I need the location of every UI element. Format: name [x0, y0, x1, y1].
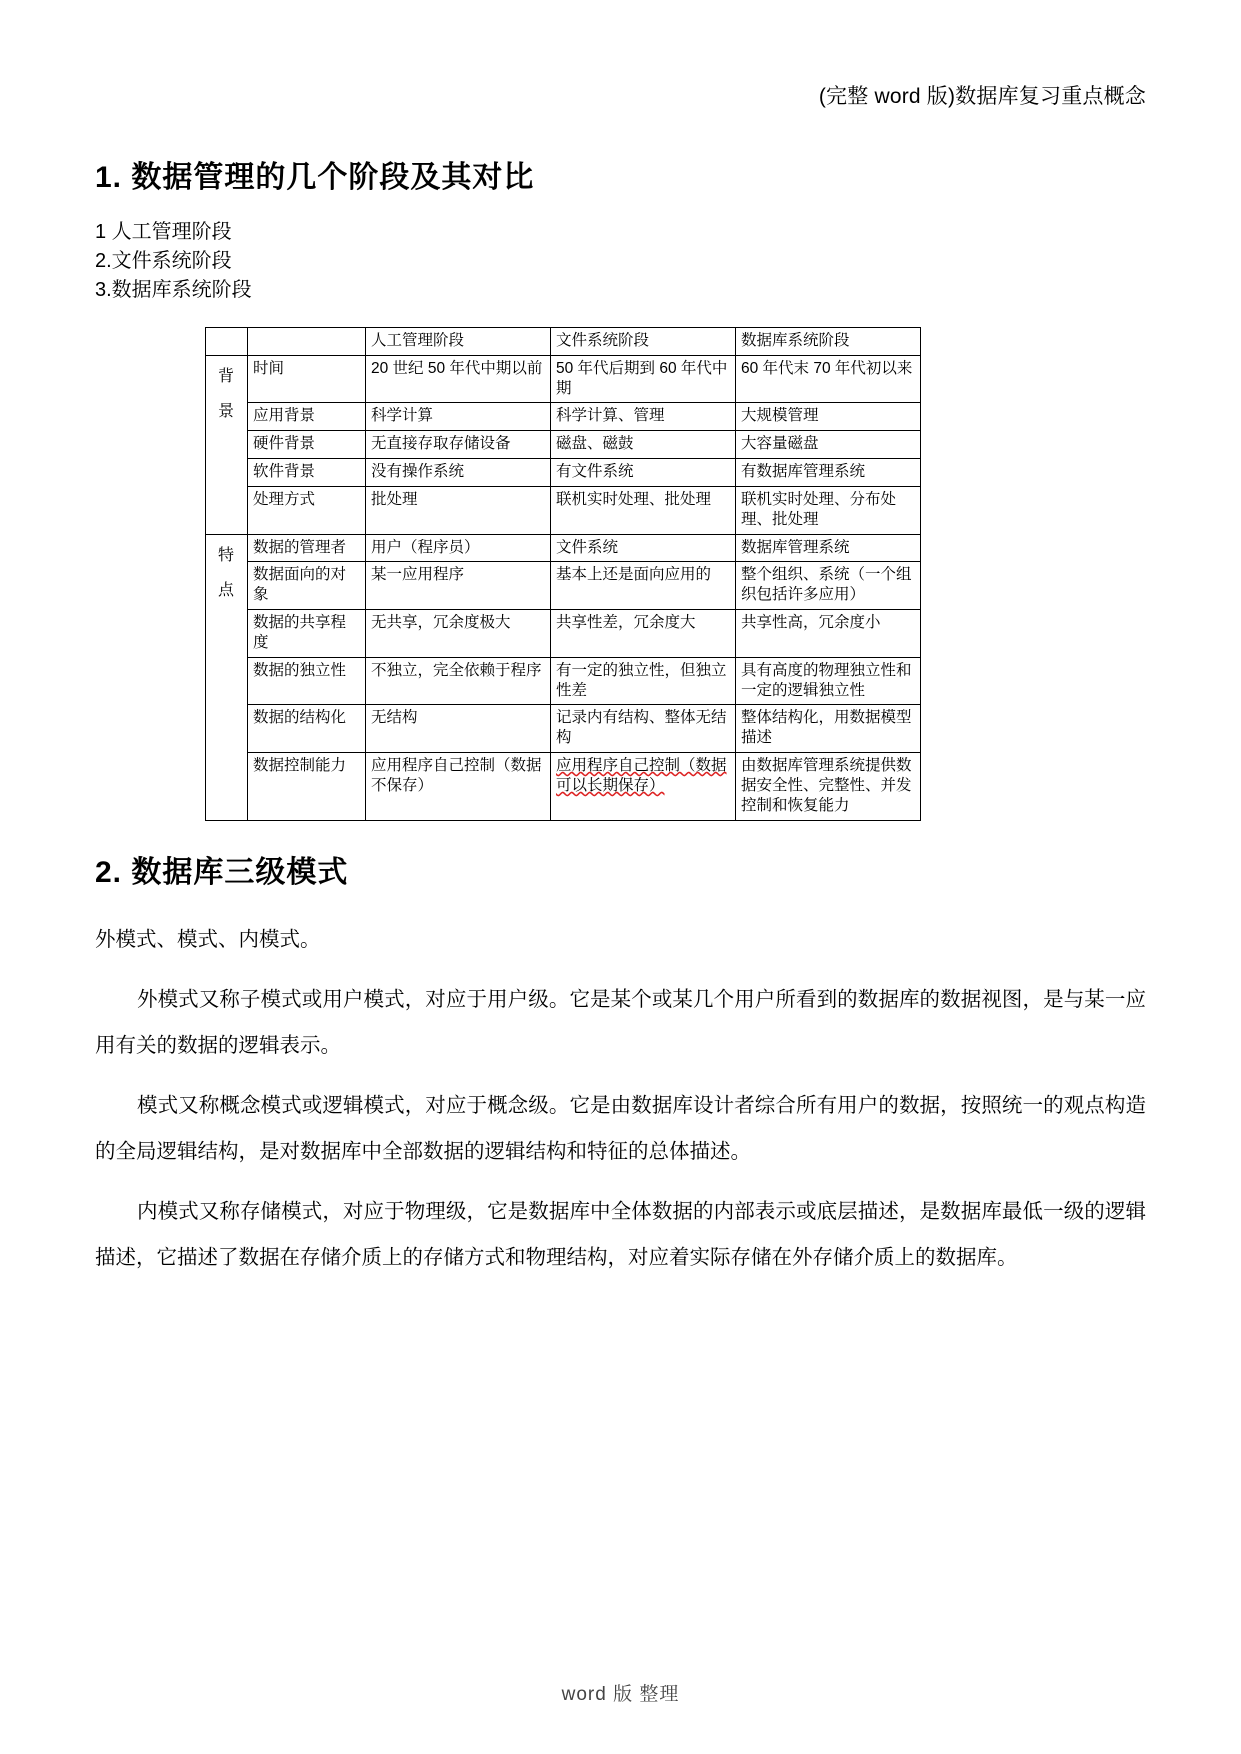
table-cell: 无结构 — [366, 705, 551, 753]
document-header: (完整 word 版)数据库复习重点概念 — [818, 85, 1146, 108]
table-row — [206, 562, 921, 610]
table-cell: 记录内有结构、整体无结构 — [551, 705, 736, 753]
table-cell: 数据的管理者 — [248, 534, 366, 562]
table-cell: 60 年代末 70 年代初以来 — [736, 355, 921, 403]
paragraph: 模式又称概念模式或逻辑模式，对应于概念级。它是由数据库设计者综合所有用户的数据，按照统一的观点构造的全局逻辑结构，是对数据库中全部数据的逻辑结构和特征的总体描述。 — [95, 1093, 1146, 1164]
table-header-row — [206, 328, 921, 356]
table-cell: 共享性差，冗余度大 — [551, 610, 736, 658]
comparison-table-wrapper — [205, 327, 920, 821]
table-cell: 数据的独立性 — [248, 657, 366, 705]
table-cell — [248, 328, 366, 356]
table-row — [206, 705, 921, 753]
table-cell: 大容量磁盘 — [736, 431, 921, 459]
table-cell: 批处理 — [366, 486, 551, 534]
table-cell: 数据面向的对象 — [248, 562, 366, 610]
table-cell: 数据的结构化 — [248, 705, 366, 753]
table-cell: 联机实时处理、批处理 — [551, 486, 736, 534]
comparison-table — [205, 327, 921, 821]
table-cell: 磁盘、磁鼓 — [551, 431, 736, 459]
page-footer: word 版 整理 — [561, 1684, 680, 1705]
table-cell: 数据库系统阶段 — [736, 328, 921, 356]
list-item: 2.文件系统阶段 — [95, 250, 232, 272]
table-row — [206, 753, 921, 820]
table-row — [206, 486, 921, 534]
table-cell: 人工管理阶段 — [366, 328, 551, 356]
table-row — [206, 459, 921, 487]
table-cell: 应用背景 — [248, 403, 366, 431]
table-cell: 文件系统阶段 — [551, 328, 736, 356]
table-row — [206, 534, 921, 562]
table-cell: 联机实时处理、分布处理、批处理 — [736, 486, 921, 534]
table-cell: 时间 — [248, 355, 366, 403]
table-cell: 有数据库管理系统 — [736, 459, 921, 487]
table-cell: 大规模管理 — [736, 403, 921, 431]
table-cell: 共享性高，冗余度小 — [736, 610, 921, 658]
table-cell: 硬件背景 — [248, 431, 366, 459]
table-group-label: 特点 — [206, 534, 248, 820]
table-cell: 数据控制能力 — [248, 753, 366, 820]
table-row — [206, 657, 921, 705]
table-cell: 不独立，完全依赖于程序 — [366, 657, 551, 705]
list-item: 1 人工管理阶段 — [95, 221, 232, 243]
table-cell: 应用程序自己控制（数据不保存） — [366, 753, 551, 820]
table-cell: 文件系统 — [551, 534, 736, 562]
table-cell: 数据的共享程度 — [248, 610, 366, 658]
table-cell: 处理方式 — [248, 486, 366, 534]
section-2-heading: 2. 数据库三级模式 — [95, 855, 349, 889]
table-cell: 由数据库管理系统提供数据安全性、完整性、并发控制和恢复能力 — [736, 753, 921, 820]
section-2-intro: 外模式、模式、内模式。 — [95, 927, 321, 951]
table-cell: 50 年代后期到 60 年代中期 — [551, 355, 736, 403]
paragraph: 内模式又称存储模式，对应于物理级，它是数据库中全体数据的内部表示或底层描述，是数据库最低一级的逻辑描述，它描述了数据在存储介质上的存储方式和物理结构，对应着实际存储在外存储介质上的数据库。 — [95, 1200, 1146, 1270]
section-1-heading: 1. 数据管理的几个阶段及其对比 — [95, 161, 535, 194]
table-cell: 有文件系统 — [551, 459, 736, 487]
table-cell: 具有高度的物理独立性和一定的逻辑独立性 — [736, 657, 921, 705]
table-cell: 整个组织、系统（一个组织包括许多应用） — [736, 562, 921, 610]
table-cell: 用户（程序员） — [366, 534, 551, 562]
table-cell: 科学计算 — [366, 403, 551, 431]
table-cell: 数据库管理系统 — [736, 534, 921, 562]
list-item: 3.数据库系统阶段 — [95, 279, 252, 301]
table-row — [206, 610, 921, 658]
table-cell: 无直接存取存储设备 — [366, 431, 551, 459]
table-cell: 软件背景 — [248, 459, 366, 487]
section-1-list — [95, 218, 1146, 305]
table-cell: 20 世纪 50 年代中期以前 — [366, 355, 551, 403]
table-cell: 基本上还是面向应用的 — [551, 562, 736, 610]
paragraph: 外模式又称子模式或用户模式，对应于用户级。它是某个或某几个用户所看到的数据库的数据视图，是与某一应用有关的数据的逻辑表示。 — [95, 987, 1146, 1057]
table-cell: 无共享，冗余度极大 — [366, 610, 551, 658]
table-row — [206, 431, 921, 459]
table-cell: 某一应用程序 — [366, 562, 551, 610]
table-cell: 有一定的独立性，但独立性差 — [551, 657, 736, 705]
table-group-label: 背景 — [206, 355, 248, 534]
table-cell: 应用程序自己控制（数据可以长期保存） — [551, 753, 736, 820]
table-cell: 科学计算、管理 — [551, 403, 736, 431]
table-cell: 整体结构化，用数据模型描述 — [736, 705, 921, 753]
table-cell: 没有操作系统 — [366, 459, 551, 487]
table-row — [206, 355, 921, 403]
table-row — [206, 403, 921, 431]
table-cell — [206, 328, 248, 356]
